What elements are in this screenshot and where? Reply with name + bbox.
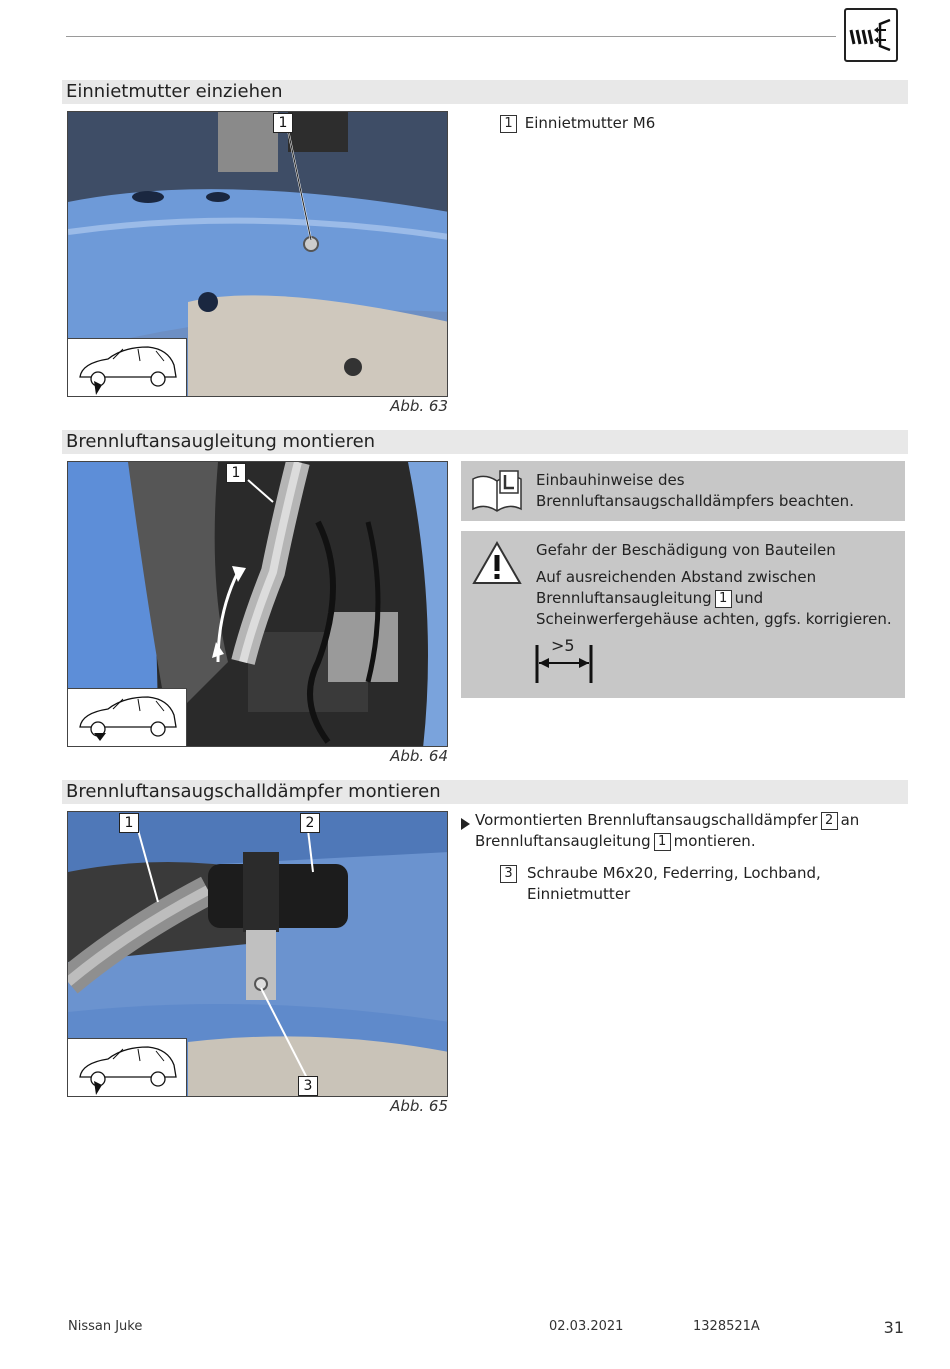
figure-caption: Abb. 65 (390, 1097, 448, 1115)
legend-text: Einnietmutter M6 (524, 114, 656, 132)
distance-icon (533, 637, 597, 685)
legend-text: Schraube M6x20, Federring, Lochband, Einnietmutter (527, 864, 821, 903)
warning-text: Auf ausreichenden Abstand zwischen Brennluftansaugleitung 1 und Scheinwerfergehäuse achten, ggfs. korrigieren. (536, 568, 892, 628)
heater-air-icon (844, 8, 898, 62)
step-number: 1 (654, 833, 671, 851)
warning-title: Gefahr der Beschädigung von Bauteilen (536, 541, 836, 559)
car-location-inset (68, 338, 187, 396)
header-rule (66, 36, 836, 37)
figure-65-photo (67, 811, 448, 1097)
section-title: Brennluftansaugschalldämpfer montieren (66, 781, 441, 802)
figure-63-photo (67, 111, 448, 397)
step-bullet-icon (461, 815, 471, 834)
callout-1: 1 (226, 463, 246, 483)
manual-book-icon (471, 469, 523, 517)
page-number: 31 (883, 1318, 904, 1337)
warning-box (461, 531, 905, 698)
warning-number: 1 (715, 590, 732, 608)
footer-date: 02.03.2021 (549, 1319, 624, 1334)
callout-2: 2 (300, 813, 320, 833)
step-text: Vormontierten Brennluftansaugschalldämpfer 2 an Brennluftansaugleitung 1 montieren. (475, 811, 860, 850)
legend-number: 1 (500, 115, 517, 133)
figure-caption: Abb. 63 (390, 397, 448, 415)
figure-64-photo (67, 461, 448, 747)
footer-doc-number: 1328521A (693, 1319, 760, 1334)
info-box (461, 461, 905, 521)
distance-label: >5 (551, 636, 575, 655)
callout-1: 1 (119, 813, 139, 833)
info-text: Einbauhinweise des Brennluftansaugschalldämpfers beachten. (536, 471, 854, 510)
warning-triangle-icon (472, 541, 522, 589)
legend-item (500, 863, 900, 905)
figure-caption: Abb. 64 (390, 747, 448, 765)
car-location-inset (68, 1038, 187, 1096)
footer-vehicle: Nissan Juke (68, 1319, 143, 1334)
legend-number: 3 (500, 865, 517, 883)
step-number: 2 (821, 812, 838, 830)
section-title: Einnietmutter einziehen (66, 81, 283, 102)
legend-item (500, 113, 655, 134)
section-title: Brennluftansaugleitung montieren (66, 431, 376, 452)
callout-1: 1 (273, 113, 293, 133)
callout-3: 3 (298, 1076, 318, 1096)
car-location-inset (68, 688, 187, 746)
